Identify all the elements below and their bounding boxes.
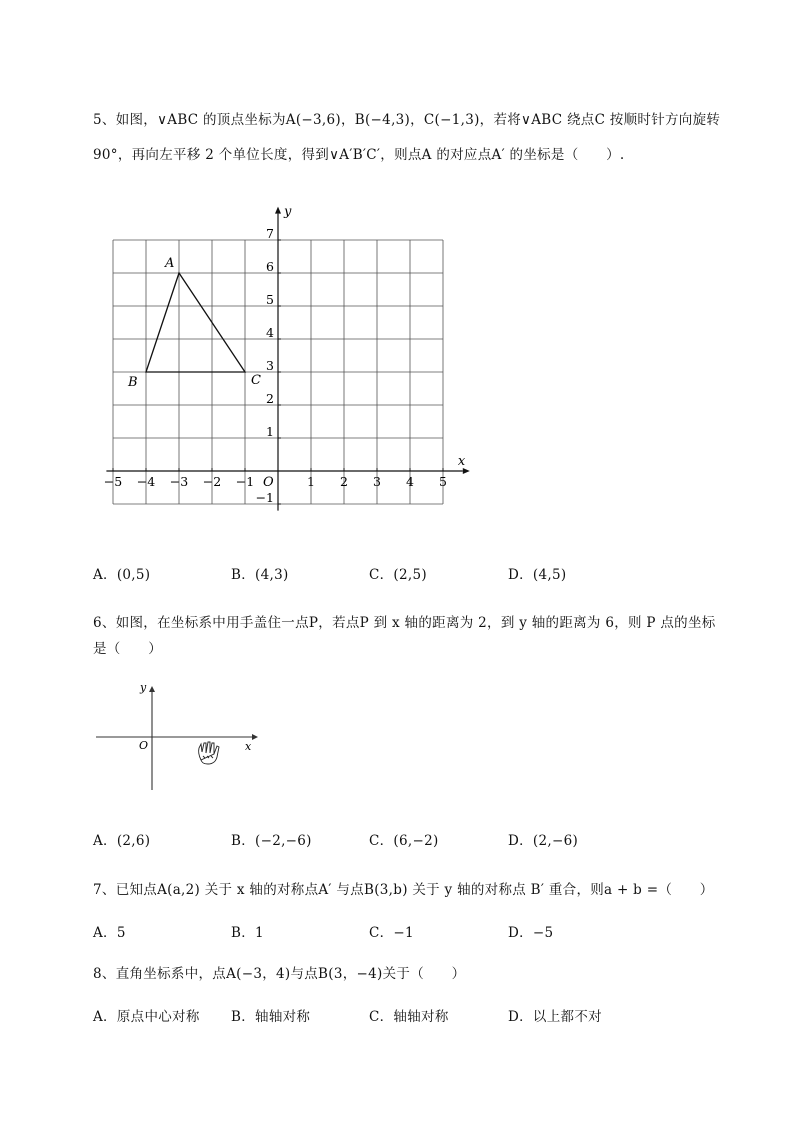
- q6-option-d[interactable]: D．(2,−6): [508, 833, 579, 849]
- q6-option-b[interactable]: B．(−2,−6): [231, 833, 312, 849]
- hand-icon: [199, 742, 219, 764]
- q7-option-c[interactable]: C．−1: [369, 925, 414, 941]
- q8-option-d[interactable]: D．以上都不对: [508, 1009, 602, 1025]
- x-tick-label: −1: [235, 474, 255, 489]
- question-8-line-1: 8、直角坐标系中，点A(−3，4)与点B(3，−4)关于（ ）: [93, 966, 466, 982]
- y-tick-label: 3: [266, 358, 274, 373]
- axes: [103, 204, 469, 511]
- q7-option-b[interactable]: B．1: [231, 925, 264, 941]
- x-tick-label: −3: [169, 474, 189, 489]
- vertex-label-a: A: [165, 256, 175, 271]
- x-tick-label: 2: [340, 474, 348, 489]
- question-5-coordinate-figure: [100, 196, 480, 526]
- question-5-line-1: 5、如图，∨ABC 的顶点坐标为A(−3,6)，B(−4,3)，C(−1,3)，若将∨ABC 绕点C 按顺时针方向旋转: [93, 112, 721, 128]
- y-axis-label: y: [284, 204, 292, 220]
- origin-label: O: [263, 475, 274, 490]
- vertex-label-c: C: [251, 373, 261, 388]
- vertex-label-b: B: [128, 375, 138, 390]
- triangle-abc: [127, 256, 261, 390]
- q5-option-d[interactable]: D．(4,5): [508, 567, 567, 583]
- y-tick-label: 1: [266, 424, 274, 439]
- y-axis-arrow: [149, 686, 155, 692]
- x-tick-label: 1: [307, 474, 315, 489]
- q8-option-b[interactable]: B．轴轴对称: [231, 1009, 311, 1025]
- x-tick-label: −5: [103, 474, 123, 489]
- y-tick-label: 4: [266, 325, 274, 340]
- y-tick-label: 5: [266, 292, 274, 307]
- y-tick-label: 7: [266, 226, 274, 241]
- q8-option-c[interactable]: C．轴轴对称: [369, 1009, 449, 1025]
- y-tick-label: 6: [266, 259, 274, 274]
- x-tick-label: −2: [202, 474, 222, 489]
- x-axis-label: x: [245, 740, 252, 753]
- q6-option-c[interactable]: C．(6,−2): [369, 833, 439, 849]
- q7-option-d[interactable]: D．−5: [508, 925, 554, 941]
- question-6-axes-figure: [92, 676, 262, 796]
- y-tick-label: 2: [266, 391, 274, 406]
- question-5-line-2: 90°，再向左平移 2 个单位长度，得到∨A′B′C′，则点A 的对应点A′ 的坐标是（ ）.: [93, 147, 625, 163]
- x-tick-label: −4: [136, 474, 156, 489]
- x-axis-arrow: [252, 734, 258, 740]
- y-axis-arrow: [275, 207, 281, 214]
- x-axis-label: x: [457, 454, 466, 469]
- question-7-line-1: 7、已知点A(a,2) 关于 x 轴的对称点A′ 与点B(3,b) 关于 y 轴的对称点 B′ 重合，则a + b =（ ）: [93, 882, 714, 898]
- tick-labels: [104, 226, 447, 505]
- question-6-line-2: 是（ ）: [93, 641, 162, 657]
- y-axis-label: y: [140, 681, 147, 694]
- y-tick-label: −1: [255, 490, 274, 505]
- origin-label: O: [139, 739, 149, 752]
- q5-option-c[interactable]: C．(2,5): [369, 567, 427, 583]
- x-tick-label: 4: [406, 474, 414, 489]
- triangle-edges: [146, 273, 245, 372]
- question-6-line-1: 6、如图，在坐标系中用手盖住一点P，若点P 到 x 轴的距离为 2，到 y 轴的距离为 6，则 P 点的坐标: [93, 615, 716, 631]
- x-tick-label: 3: [373, 474, 381, 489]
- q5-option-a[interactable]: A．(0,5): [93, 567, 151, 583]
- q8-option-a[interactable]: A．原点中心对称: [93, 1009, 200, 1025]
- q6-option-a[interactable]: A．(2,6): [93, 833, 151, 849]
- q5-option-b[interactable]: B．(4,3): [231, 567, 289, 583]
- x-tick-label: 5: [439, 474, 447, 489]
- q7-option-a[interactable]: A．5: [93, 925, 126, 941]
